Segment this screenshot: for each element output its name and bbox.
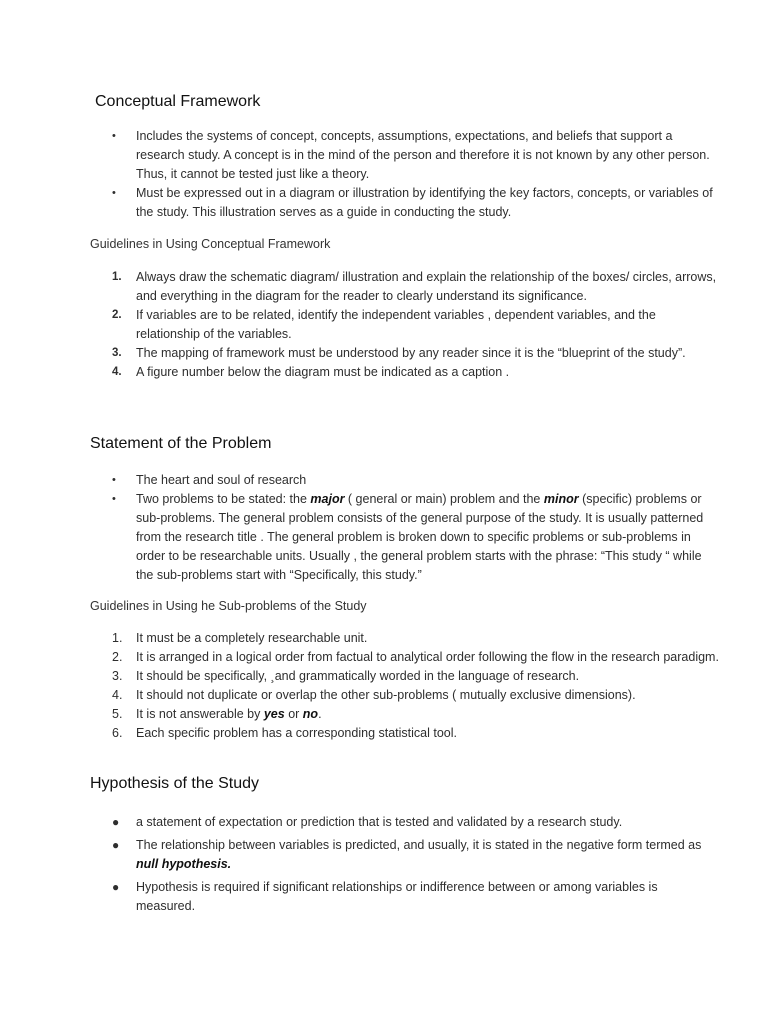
list-item: 2. If variables are to be related, identify the independent variables , dependent variables, and the relationship of the variables.	[112, 308, 656, 341]
list-item: ● The relationship between variables is predicted, and usually, it is stated in the negative form termed as null hypothesis.	[112, 838, 702, 871]
hypothesis-bullets	[90, 813, 720, 920]
bullet-marker: ●	[112, 815, 120, 829]
list-number: 5.	[112, 707, 123, 721]
list-item: 5. It is not answerable by yes or no.	[90, 705, 720, 724]
list-item: 4. A figure number below the diagram must be indicated as a caption .	[90, 363, 720, 382]
bullet-marker: ●	[112, 838, 120, 852]
list-item: • Two problems to be stated: the major ( general or main) problem and the minor (specific) problems or sub-problems. The general problem consists of the general purpose of the study. It is usually patterned from the research title . The general problem is broken down to specific problems or sub-problems in order to be researchable units. Usually , the general problem starts with the phrase: “This study “ while the sub-problems start with “Specifically, this study.”	[112, 492, 704, 582]
bullet-marker: ●	[112, 880, 120, 894]
list-item: 2. It is arranged in a logical order from factual to analytical order following the flow in the research paradigm.	[90, 648, 720, 667]
heading-statement-of-the-problem: Statement of the Problem	[90, 435, 272, 452]
statement-problem-bullets	[90, 471, 720, 585]
heading-conceptual-framework: Conceptual Framework	[95, 93, 261, 110]
list-number: 4.	[112, 688, 123, 702]
list-item: ● a statement of expectation or prediction that is tested and validated by a research study.	[90, 813, 720, 832]
list-item: ● Hypothesis is required if significant relationships or indifference between or among variables is measured.	[112, 880, 658, 913]
emphasis-no: no	[302, 707, 319, 721]
conceptual-framework-bullets	[90, 127, 720, 222]
list-item: 3. It should be specifically, ¸and grammatically worded in the language of research.	[90, 667, 720, 686]
list-item: 3. The mapping of framework must be understood by any reader since it is the “blueprint of the study”.	[90, 344, 720, 363]
guidelines-conceptual-framework-title: Guidelines in Using Conceptual Framework	[90, 237, 331, 251]
conceptual-framework-guidelines	[90, 268, 720, 382]
list-item: • The heart and soul of research	[90, 471, 720, 490]
list-item: 4. It should not duplicate or overlap the other sub-problems ( mutually exclusive dimensions).	[90, 686, 720, 705]
emphasis-minor: minor	[543, 492, 579, 506]
list-item: 6. Each specific problem has a corresponding statistical tool.	[90, 724, 720, 743]
list-number: 2.	[112, 650, 123, 664]
bullet-marker: •	[112, 474, 116, 486]
list-number: 1.	[112, 271, 122, 283]
list-item: • Must be expressed out in a diagram or illustration by identifying the key factors, concepts, or variables of the study. This illustration serves as a guide in conducting the study.	[112, 186, 713, 219]
emphasis-null-hypothesis: null hypothesis.	[136, 857, 232, 871]
list-number: 3.	[112, 347, 122, 359]
bullet-marker: •	[112, 187, 116, 199]
list-number: 1.	[112, 631, 123, 645]
emphasis-major: major	[310, 492, 345, 506]
list-number: 4.	[112, 366, 122, 378]
list-item: • Includes the systems of concept, concepts, assumptions, expectations, and beliefs that support a research study. A concept is in the mind of the person and therefore it is not known by any other person. Thus, it cannot be tested just like a theory.	[112, 129, 710, 181]
guidelines-sub-problems-title: Guidelines in Using he Sub-problems of the Study	[90, 599, 367, 613]
list-number: 6.	[112, 726, 123, 740]
emphasis-yes: yes	[263, 707, 285, 721]
list-number: 2.	[112, 309, 122, 321]
list-item: 1. It must be a completely researchable unit.	[90, 629, 720, 648]
bullet-marker: •	[112, 493, 116, 505]
sub-problems-guidelines	[90, 629, 720, 743]
list-item: 1. Always draw the schematic diagram/ illustration and explain the relationship of the boxes/ circles, arrows, and everything in the diagram for the reader to clearly understand its significance.	[112, 270, 717, 303]
bullet-marker: •	[112, 130, 116, 142]
heading-hypothesis-of-the-study: Hypothesis of the Study	[90, 775, 259, 792]
list-number: 3.	[112, 669, 123, 683]
